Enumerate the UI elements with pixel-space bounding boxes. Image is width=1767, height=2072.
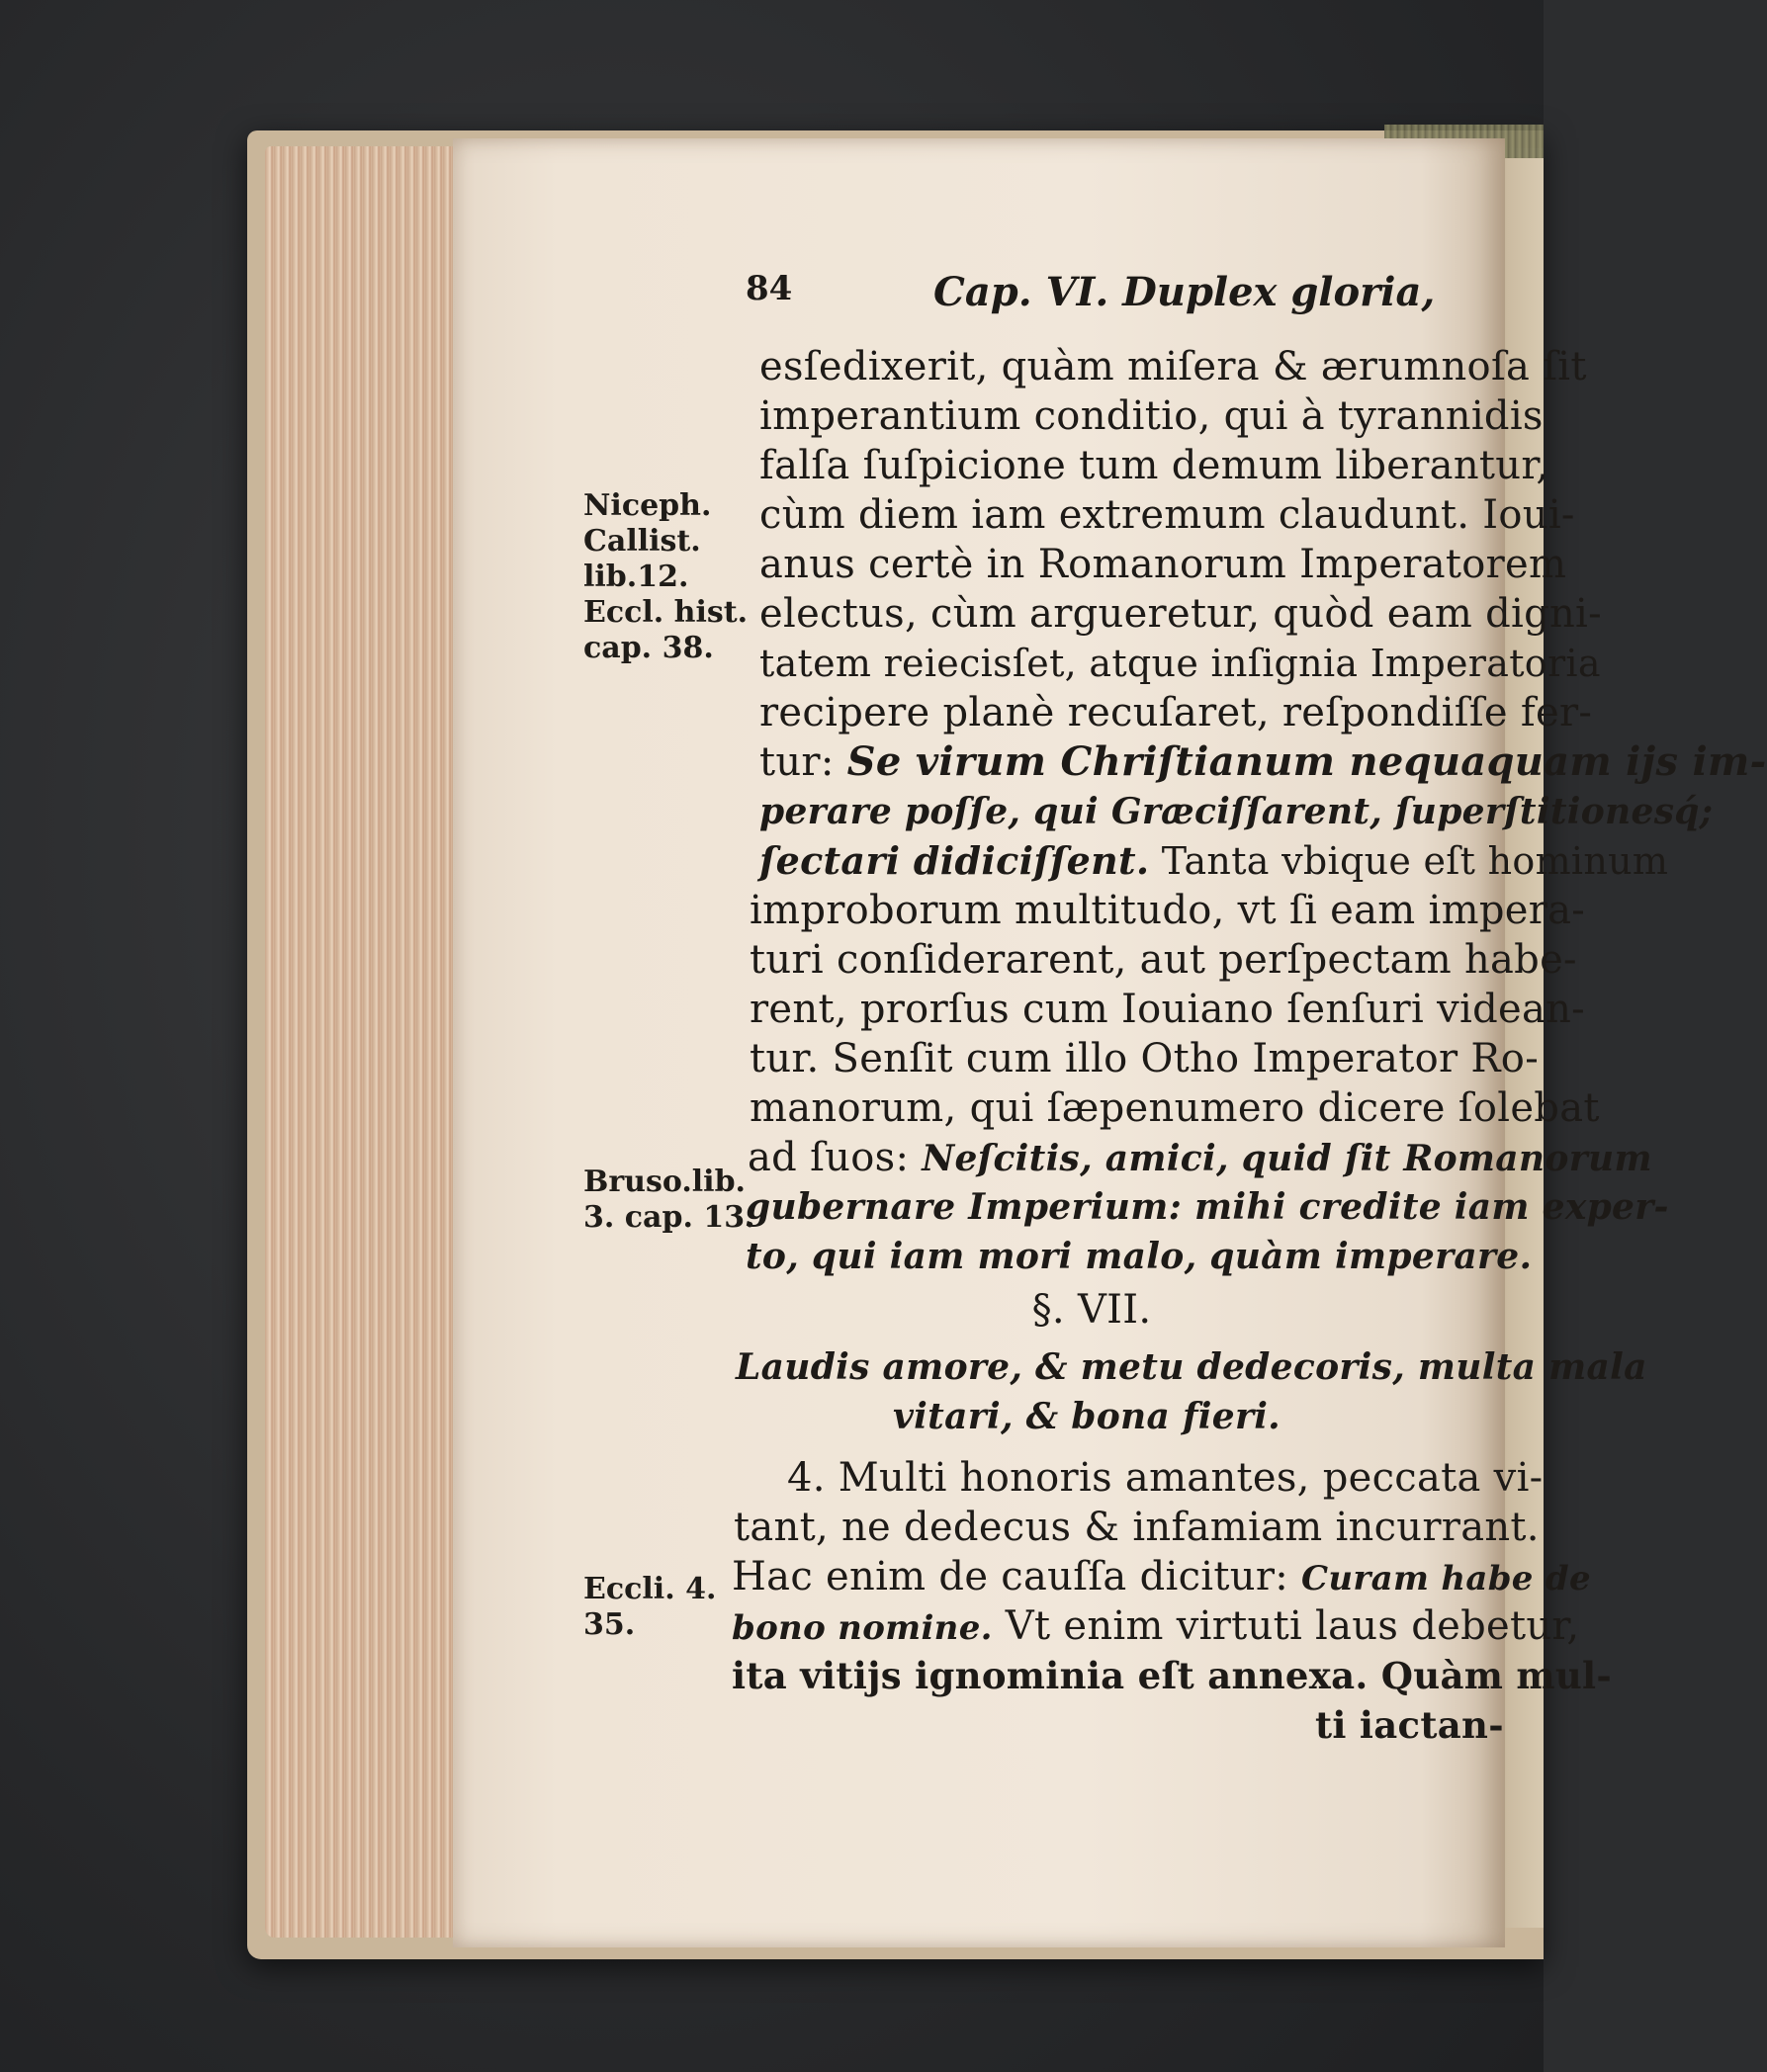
text-line: manorum, qui ſæpenumero dicere ſolebat [750,1085,1600,1131]
italic-quote: Se virum Chriſtianum nequaquam ijs im- [846,738,1767,785]
margin-note-line: lib.12. [583,560,689,594]
italic-quote-line: to, qui iam mori malo, quàm imperare. [746,1236,1533,1277]
margin-note-line: cap. 38. [583,631,714,665]
margin-note-line: Eccl. hist. [583,595,749,630]
text-line: imperantium conditio, qui à tyrannidis [759,393,1544,439]
margin-note-line: Niceph. [583,488,712,523]
italic-quote: bono nomine. [732,1608,993,1648]
text-line: improborum multitudo, vt ſi eam impera- [750,888,1586,933]
catchword: ti iactan- [1315,1703,1504,1747]
text-span: Tanta vbique eſt hominum [1161,839,1669,883]
text-span: Vt enim virtuti laus debetur, [1005,1603,1580,1649]
italic-quote: Curam habe de [1301,1559,1591,1598]
section-heading: §. VII. [1031,1287,1152,1333]
italic-quote: Neſcitis, amici, quid ſit Romanorum [922,1138,1652,1179]
section-summary: Laudis amore, & metu dedecoris, multa mala [736,1346,1647,1388]
margin-note-bruso [583,1165,755,1236]
text-span: ad ſuos: [748,1135,910,1180]
text-line [732,1601,1580,1653]
text-line: electus, cùm argueretur, quòd eam digni- [759,591,1602,637]
text-line: 4. Multi honoris amantes, peccata vi- [787,1455,1544,1501]
text-line: recipere planè recuſaret, reſpondiſſe fer- [759,690,1593,735]
page-number: 84 [746,269,793,308]
margin-note-niceph [583,488,748,666]
text-line: rent, prorſus cum Iouiano ſenſuri videan- [750,987,1585,1032]
text-line [732,1552,1591,1603]
margin-note-line: Callist. [583,524,701,559]
text-line: anus certè in Romanorum Imperatorem [759,542,1567,587]
text-line: tur. Senſit cum illo Otho Imperator Ro- [750,1036,1540,1081]
text-span: Hac enim de cauſſa dicitur: [732,1554,1289,1599]
text-line: ita vitijs ignominia eſt annexa. Quàm mul- [732,1654,1613,1697]
margin-note-line: 3. cap. 13. [583,1200,755,1235]
italic-quote-line: gubernare Imperium: mihi credite iam exper- [746,1186,1669,1228]
italic-quote-line: perare poſſe, qui Græciſſarent, ſuperſtitionesq́; [759,791,1714,832]
text-span: tur: [759,739,835,785]
text-line [759,737,1767,787]
margin-note-line: Bruso.lib. [583,1165,747,1199]
text-line: falſa ſuſpicione tum demum liberantur, [759,443,1549,488]
text-line: esſedixerit, quàm miſera & ærumnoſa ſit [759,344,1587,389]
margin-note-line: 35. [583,1607,636,1642]
text-line [759,836,1669,886]
text-line [748,1133,1652,1183]
running-title: Cap. VI. Duplex gloria, [933,269,1436,315]
section-summary: vitari, & bona fieri. [892,1396,1281,1437]
text-line: turi conſiderarent, aut perſpectam habe- [750,937,1577,983]
italic-quote: ſectari didiciſſent. [759,838,1150,883]
text-line: cùm diem iam extremum claudunt. Ioui- [759,492,1575,538]
margin-note-eccli [583,1572,716,1643]
text-line: tatem reiecisſet, atque inſignia Imperatoria [759,642,1601,685]
text-line: tant, ne dedecus & infamiam incurrant. [734,1505,1540,1550]
margin-note-line: Eccli. 4. [583,1572,717,1606]
